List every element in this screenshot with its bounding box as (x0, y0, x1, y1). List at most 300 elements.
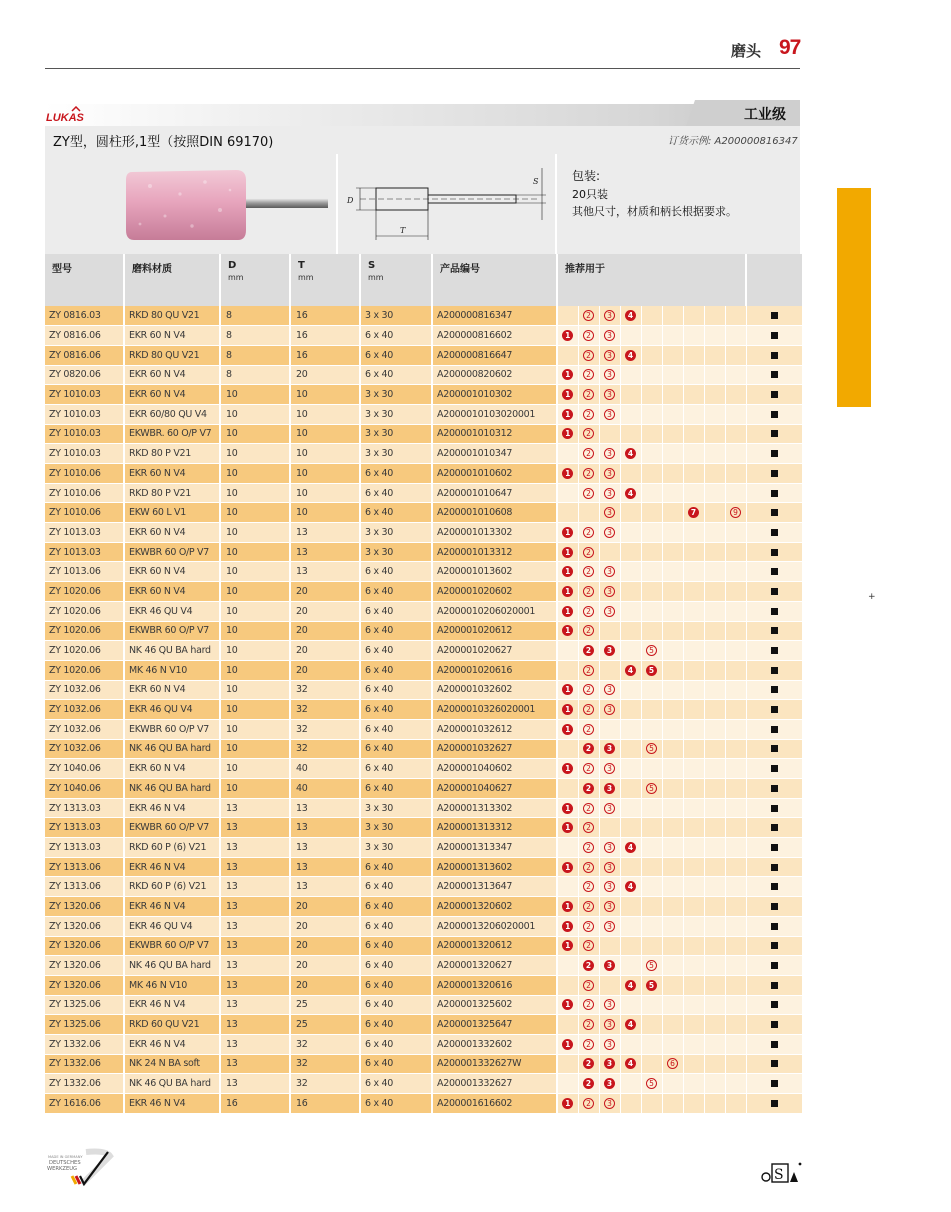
application-badge-2: 2 (583, 1058, 594, 1069)
availability-square-icon (771, 706, 778, 713)
cell-t: 13 (290, 818, 360, 838)
application-badge-1: 1 (562, 547, 573, 558)
cell-recommended-9 (725, 542, 746, 562)
cell-recommended-5 (641, 660, 662, 680)
cell-recommended-8 (704, 542, 725, 562)
application-badge-4: 4 (625, 310, 636, 321)
cell-d: 8 (220, 345, 290, 365)
cell-recommended-5 (641, 995, 662, 1015)
cell-product-no: A200001040627 (432, 779, 557, 799)
cell-recommended-8 (704, 621, 725, 641)
application-badge-2: 2 (583, 999, 594, 1010)
cell-material: RKD 80 P V21 (124, 444, 220, 464)
cell-recommended-7 (683, 601, 704, 621)
logo-line-3: WERKZEUG (47, 1166, 78, 1172)
page-number: 97 (779, 36, 801, 59)
cell-recommended-1 (557, 621, 578, 641)
cell-recommended-7 (683, 719, 704, 739)
cell-d: 13 (220, 897, 290, 917)
cell-recommended-6 (662, 739, 683, 759)
cell-d: 10 (220, 601, 290, 621)
cell-recommended-6 (662, 306, 683, 326)
availability-mark (746, 719, 803, 739)
cell-recommended-1 (557, 798, 578, 818)
cell-s: 3 x 30 (360, 818, 432, 838)
cell-recommended-1 (557, 424, 578, 444)
cell-recommended-6 (662, 1054, 683, 1074)
cell-d: 10 (220, 739, 290, 759)
availability-square-icon (771, 962, 778, 969)
application-badge-2: 2 (583, 1019, 594, 1030)
cell-d: 13 (220, 1054, 290, 1074)
cell-recommended-7 (683, 759, 704, 779)
cell-product-no: A200001313312 (432, 818, 557, 838)
availability-square-icon (771, 883, 778, 890)
cell-s: 6 x 40 (360, 680, 432, 700)
cell-product-no: A200001020616 (432, 660, 557, 680)
cell-type: ZY 1032.06 (45, 680, 124, 700)
cell-s: 6 x 40 (360, 700, 432, 720)
cell-recommended-6 (662, 700, 683, 720)
cell-recommended-5 (641, 818, 662, 838)
table-row (45, 424, 803, 444)
cell-d: 10 (220, 464, 290, 484)
cell-recommended-3 (599, 306, 620, 326)
col-header-recommended: 推荐用于 (557, 254, 746, 306)
cell-recommended-5 (641, 877, 662, 897)
cell-recommended-3 (599, 798, 620, 818)
product-title: ZY型，圆柱形,1型（按照DIN 69170) (53, 135, 274, 150)
cell-recommended-4 (620, 601, 641, 621)
cell-material: MK 46 N V10 (124, 660, 220, 680)
cell-recommended-8 (704, 306, 725, 326)
cell-recommended-6 (662, 641, 683, 661)
table-row (45, 562, 803, 582)
cell-material: EKWBR 60 O/P V7 (124, 621, 220, 641)
grade-label: 工业级 (744, 107, 786, 123)
cell-recommended-3 (599, 995, 620, 1015)
application-badge-2: 2 (583, 743, 594, 754)
cell-recommended-8 (704, 345, 725, 365)
cell-recommended-8 (704, 975, 725, 995)
cell-type: ZY 1320.06 (45, 956, 124, 976)
cell-s: 6 x 40 (360, 503, 432, 523)
availability-mark (746, 464, 803, 484)
cell-recommended-1 (557, 680, 578, 700)
cell-recommended-8 (704, 562, 725, 582)
cell-recommended-9 (725, 326, 746, 346)
availability-square-icon (771, 686, 778, 693)
cell-recommended-6 (662, 1015, 683, 1035)
availability-mark (746, 424, 803, 444)
application-badge-2: 2 (583, 940, 594, 951)
table-row (45, 916, 803, 936)
cell-recommended-4 (620, 483, 641, 503)
application-badge-1: 1 (562, 330, 573, 341)
cell-t: 13 (290, 562, 360, 582)
availability-mark (746, 660, 803, 680)
cell-d: 10 (220, 444, 290, 464)
cell-d: 10 (220, 700, 290, 720)
cell-d: 16 (220, 1094, 290, 1114)
table-row (45, 503, 803, 523)
header-rule (45, 68, 800, 69)
cell-t: 16 (290, 1094, 360, 1114)
cell-recommended-8 (704, 700, 725, 720)
cell-recommended-9 (725, 995, 746, 1015)
cell-recommended-7 (683, 542, 704, 562)
table-row (45, 523, 803, 543)
cell-type: ZY 1032.06 (45, 700, 124, 720)
cell-t: 40 (290, 759, 360, 779)
application-badge-4: 4 (625, 350, 636, 361)
cell-recommended-1 (557, 385, 578, 405)
cell-material: RKD 60 P (6) V21 (124, 877, 220, 897)
cell-type: ZY 1010.06 (45, 503, 124, 523)
cell-type: ZY 1013.06 (45, 562, 124, 582)
availability-square-icon (771, 982, 778, 989)
cell-recommended-1 (557, 365, 578, 385)
cell-product-no: A200001332627 (432, 1074, 557, 1094)
application-badge-1: 1 (562, 1039, 573, 1050)
cell-recommended-5 (641, 897, 662, 917)
cell-recommended-2 (578, 1034, 599, 1054)
cell-recommended-4 (620, 404, 641, 424)
order-example: 订货示例: A200000816347 (668, 136, 798, 147)
cell-material: NK 46 QU BA hard (124, 1074, 220, 1094)
availability-square-icon (771, 923, 778, 930)
cell-recommended-4 (620, 523, 641, 543)
cell-recommended-5 (641, 542, 662, 562)
cell-recommended-4 (620, 562, 641, 582)
cell-product-no: A200001313347 (432, 838, 557, 858)
cell-recommended-7 (683, 975, 704, 995)
availability-square-icon (771, 391, 778, 398)
made-in-germany-logo (46, 1146, 114, 1188)
availability-mark (746, 542, 803, 562)
cell-recommended-3 (599, 779, 620, 799)
application-badge-2: 2 (583, 448, 594, 459)
application-badge-2: 2 (583, 881, 594, 892)
cell-recommended-4 (620, 857, 641, 877)
cell-recommended-4 (620, 385, 641, 405)
cell-recommended-5 (641, 857, 662, 877)
application-badge-1: 1 (562, 586, 573, 597)
availability-mark (746, 1074, 803, 1094)
cell-d: 13 (220, 877, 290, 897)
application-badge-5: 5 (646, 665, 657, 676)
cell-recommended-4 (620, 818, 641, 838)
application-badge-3: 3 (604, 389, 615, 400)
table-row (45, 641, 803, 661)
cell-recommended-4 (620, 1034, 641, 1054)
application-badge-2: 2 (583, 684, 594, 695)
spec-table (45, 254, 804, 1114)
cell-product-no: A200001010647 (432, 483, 557, 503)
availability-square-icon (771, 903, 778, 910)
cell-recommended-3 (599, 464, 620, 484)
table-row (45, 404, 803, 424)
cell-product-no: A2000010103020001 (432, 404, 557, 424)
cell-recommended-2 (578, 424, 599, 444)
application-badge-2: 2 (583, 606, 594, 617)
cell-recommended-7 (683, 641, 704, 661)
application-badge-1: 1 (562, 822, 573, 833)
cell-recommended-8 (704, 660, 725, 680)
cell-recommended-2 (578, 365, 599, 385)
table-row (45, 1015, 803, 1035)
cell-recommended-1 (557, 975, 578, 995)
application-badge-1: 1 (562, 763, 573, 774)
cell-d: 13 (220, 798, 290, 818)
cell-t: 20 (290, 660, 360, 680)
application-badge-1: 1 (562, 527, 573, 538)
cell-recommended-1 (557, 1015, 578, 1035)
application-badge-2: 2 (583, 1078, 594, 1089)
cell-t: 20 (290, 897, 360, 917)
application-badge-1: 1 (562, 409, 573, 420)
availability-square-icon (771, 1001, 778, 1008)
cell-t: 13 (290, 542, 360, 562)
cell-recommended-7 (683, 838, 704, 858)
cell-product-no: A200001010302 (432, 385, 557, 405)
application-badge-2: 2 (583, 980, 594, 991)
cell-t: 10 (290, 404, 360, 424)
application-badge-3: 3 (604, 606, 615, 617)
cell-recommended-6 (662, 582, 683, 602)
cell-recommended-5 (641, 523, 662, 543)
cell-recommended-4 (620, 1054, 641, 1074)
cell-recommended-8 (704, 464, 725, 484)
cell-recommended-2 (578, 1074, 599, 1094)
table-row (45, 1094, 803, 1114)
application-badge-1: 1 (562, 369, 573, 380)
cell-recommended-3 (599, 582, 620, 602)
availability-mark (746, 779, 803, 799)
application-badge-3: 3 (604, 881, 615, 892)
cell-recommended-9 (725, 503, 746, 523)
availability-mark (746, 956, 803, 976)
cell-material: EKR 60 N V4 (124, 582, 220, 602)
table-row (45, 798, 803, 818)
cell-recommended-5 (641, 641, 662, 661)
cell-recommended-6 (662, 523, 683, 543)
cell-material: NK 46 QU BA hard (124, 779, 220, 799)
application-badge-4: 4 (625, 488, 636, 499)
col-header-product-no: 产品编号 (432, 254, 557, 306)
cell-recommended-2 (578, 779, 599, 799)
availability-mark (746, 1054, 803, 1074)
cell-recommended-9 (725, 345, 746, 365)
cell-material: NK 46 QU BA hard (124, 641, 220, 661)
cell-material: RKD 80 P V21 (124, 483, 220, 503)
availability-square-icon (771, 371, 778, 378)
cell-recommended-8 (704, 385, 725, 405)
table-row (45, 365, 803, 385)
application-badge-1: 1 (562, 999, 573, 1010)
cell-recommended-1 (557, 641, 578, 661)
availability-square-icon (771, 667, 778, 674)
cell-recommended-9 (725, 956, 746, 976)
cell-recommended-6 (662, 562, 683, 582)
col-header-mark (746, 254, 803, 306)
table-row (45, 660, 803, 680)
availability-square-icon (771, 411, 778, 418)
cell-recommended-3 (599, 838, 620, 858)
cell-recommended-1 (557, 404, 578, 424)
cell-recommended-2 (578, 818, 599, 838)
cell-d: 10 (220, 424, 290, 444)
cell-type: ZY 1020.06 (45, 660, 124, 680)
cell-s: 6 x 40 (360, 759, 432, 779)
cell-s: 3 x 30 (360, 306, 432, 326)
cell-recommended-6 (662, 464, 683, 484)
cell-recommended-4 (620, 464, 641, 484)
cell-recommended-5 (641, 936, 662, 956)
application-badge-2: 2 (583, 468, 594, 479)
cell-product-no: A200001020627 (432, 641, 557, 661)
availability-mark (746, 1015, 803, 1035)
cell-recommended-4 (620, 444, 641, 464)
cell-material: EKR 46 N V4 (124, 1034, 220, 1054)
cell-recommended-5 (641, 621, 662, 641)
cell-recommended-7 (683, 503, 704, 523)
availability-mark (746, 582, 803, 602)
cell-recommended-7 (683, 1054, 704, 1074)
cell-d: 13 (220, 857, 290, 877)
cell-t: 16 (290, 306, 360, 326)
cell-recommended-1 (557, 601, 578, 621)
cell-s: 6 x 40 (360, 464, 432, 484)
cell-recommended-9 (725, 975, 746, 995)
cell-product-no: A200000820602 (432, 365, 557, 385)
application-badge-2: 2 (583, 586, 594, 597)
application-badge-2: 2 (583, 724, 594, 735)
cell-recommended-2 (578, 1094, 599, 1114)
cell-recommended-4 (620, 1094, 641, 1114)
col-header-d: D mm (220, 254, 290, 306)
cell-s: 6 x 40 (360, 641, 432, 661)
cell-recommended-3 (599, 542, 620, 562)
application-badge-1: 1 (562, 606, 573, 617)
availability-mark (746, 523, 803, 543)
application-badge-3: 3 (604, 586, 615, 597)
cell-recommended-6 (662, 601, 683, 621)
cell-recommended-8 (704, 1094, 725, 1114)
application-badge-5: 5 (646, 980, 657, 991)
availability-mark (746, 503, 803, 523)
cell-recommended-2 (578, 975, 599, 995)
section-tab-marker (837, 188, 871, 407)
cell-d: 13 (220, 1034, 290, 1054)
application-badge-2: 2 (583, 625, 594, 636)
cell-type: ZY 1020.06 (45, 621, 124, 641)
cell-recommended-7 (683, 1015, 704, 1035)
cell-product-no: A200000816347 (432, 306, 557, 326)
application-badge-3: 3 (604, 468, 615, 479)
cell-recommended-7 (683, 956, 704, 976)
cell-recommended-6 (662, 956, 683, 976)
cell-t: 16 (290, 326, 360, 346)
cell-t: 13 (290, 877, 360, 897)
cell-t: 32 (290, 680, 360, 700)
availability-square-icon (771, 470, 778, 477)
cell-material: EKWBR 60 O/P V7 (124, 719, 220, 739)
cell-material: EKR 60 N V4 (124, 759, 220, 779)
cell-recommended-6 (662, 1094, 683, 1114)
cell-recommended-6 (662, 916, 683, 936)
cell-material: EKR 46 N V4 (124, 857, 220, 877)
cell-recommended-1 (557, 995, 578, 1015)
cell-recommended-3 (599, 385, 620, 405)
table-row (45, 483, 803, 503)
cell-recommended-6 (662, 365, 683, 385)
table-row (45, 326, 803, 346)
application-badge-3: 3 (604, 704, 615, 715)
cell-recommended-2 (578, 464, 599, 484)
cell-recommended-2 (578, 444, 599, 464)
cell-recommended-7 (683, 444, 704, 464)
cell-recommended-1 (557, 759, 578, 779)
cell-product-no: A200001320602 (432, 897, 557, 917)
cell-type: ZY 1325.06 (45, 995, 124, 1015)
table-row (45, 838, 803, 858)
cell-material: EKR 46 QU V4 (124, 700, 220, 720)
cell-recommended-3 (599, 523, 620, 543)
cell-recommended-6 (662, 818, 683, 838)
cell-recommended-5 (641, 385, 662, 405)
table-row (45, 857, 803, 877)
cell-recommended-9 (725, 444, 746, 464)
cell-recommended-4 (620, 345, 641, 365)
application-badge-5: 5 (646, 1078, 657, 1089)
application-badge-4: 4 (625, 448, 636, 459)
application-badge-1: 1 (562, 566, 573, 577)
cell-s: 6 x 40 (360, 1015, 432, 1035)
cell-recommended-9 (725, 404, 746, 424)
cell-recommended-4 (620, 916, 641, 936)
application-badge-2: 2 (583, 862, 594, 873)
availability-square-icon (771, 608, 778, 615)
cell-product-no: A200001325602 (432, 995, 557, 1015)
cell-d: 10 (220, 483, 290, 503)
cell-recommended-7 (683, 857, 704, 877)
cell-product-no: A200001332602 (432, 1034, 557, 1054)
cell-material: NK 46 QU BA hard (124, 739, 220, 759)
cell-recommended-8 (704, 582, 725, 602)
cell-recommended-9 (725, 483, 746, 503)
cell-recommended-8 (704, 739, 725, 759)
table-row (45, 1074, 803, 1094)
table-row (45, 877, 803, 897)
cell-recommended-1 (557, 877, 578, 897)
cell-recommended-4 (620, 1015, 641, 1035)
cell-recommended-5 (641, 464, 662, 484)
cell-recommended-9 (725, 779, 746, 799)
application-badge-3: 3 (604, 310, 615, 321)
availability-square-icon (771, 942, 778, 949)
cell-s: 6 x 40 (360, 660, 432, 680)
col-header-t: T mm (290, 254, 360, 306)
cell-recommended-9 (725, 523, 746, 543)
application-badge-3: 3 (604, 527, 615, 538)
cell-material: NK 46 QU BA hard (124, 956, 220, 976)
application-badge-3: 3 (604, 842, 615, 853)
application-badge-4: 4 (625, 881, 636, 892)
cell-s: 6 x 40 (360, 345, 432, 365)
availability-mark (746, 680, 803, 700)
cell-type: ZY 1313.06 (45, 857, 124, 877)
